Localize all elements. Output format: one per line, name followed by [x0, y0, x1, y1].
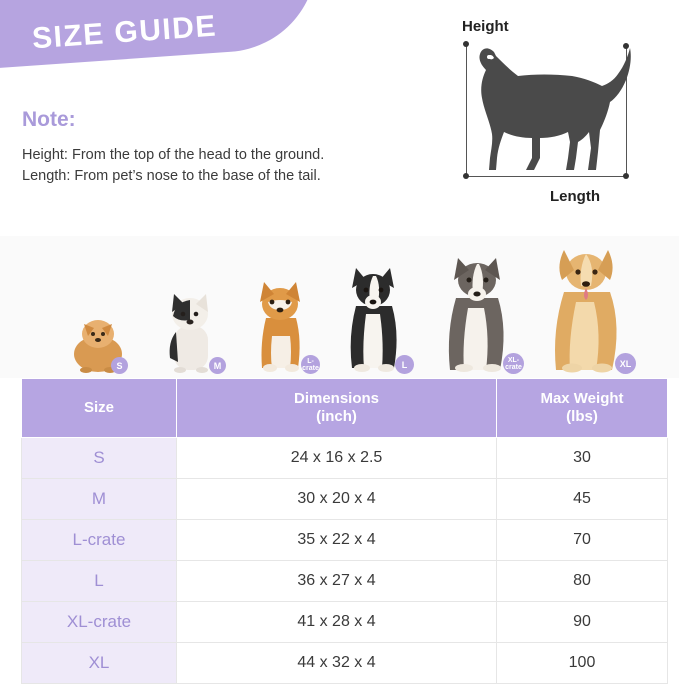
size-badge-m: M — [209, 357, 226, 374]
table-row — [22, 438, 668, 479]
header-dimensions-line1: Dimensions — [293, 390, 380, 407]
row-dimensions: 41 x 28 x 4 — [177, 602, 497, 643]
row-weight: 90 — [497, 602, 668, 643]
note-length-line: Length: From pet’s nose to the base of the tail. — [22, 168, 321, 184]
row-dimensions: 36 x 27 x 4 — [177, 561, 497, 602]
row-size: XL-crate — [22, 602, 177, 643]
size-badge-l: L — [395, 355, 414, 374]
table-row — [22, 479, 668, 520]
dog-photo-french-bulldog — [150, 290, 230, 374]
header-size: Size — [22, 379, 177, 438]
size-badge-l-crate: L-crate — [301, 355, 320, 374]
row-dimensions: 44 x 32 x 4 — [177, 643, 497, 684]
dog-photo-australian-shepherd — [428, 250, 526, 374]
dog-photo-shiba-inu — [238, 274, 322, 374]
row-weight: 30 — [497, 438, 668, 479]
dog-photo-golden-retriever — [534, 240, 638, 374]
header-max-weight — [497, 379, 668, 438]
row-size: M — [22, 479, 177, 520]
dog-size-strip — [0, 236, 679, 378]
table-row — [22, 561, 668, 602]
note-text — [22, 145, 324, 187]
header-weight-line1: Max Weight — [540, 390, 624, 407]
note-height-line: Height: From the top of the head to the ground. — [22, 147, 325, 163]
header-dimensions-line2: (inch) — [316, 408, 357, 425]
size-table — [21, 378, 668, 684]
header-section — [0, 0, 679, 236]
size-badge-s: S — [111, 357, 128, 374]
row-dimensions: 24 x 16 x 2.5 — [177, 438, 497, 479]
table-row — [22, 643, 668, 684]
row-weight: 45 — [497, 479, 668, 520]
size-badge-xl-crate: XL-crate — [503, 353, 524, 374]
size-table-body — [22, 438, 668, 684]
row-dimensions: 30 x 20 x 4 — [177, 479, 497, 520]
page-title: SIZE GUIDE — [31, 9, 218, 56]
length-measure-line — [466, 176, 626, 177]
note-label: Note: — [22, 108, 76, 131]
row-weight: 80 — [497, 561, 668, 602]
measurement-diagram — [440, 18, 650, 218]
header-weight-line2: (lbs) — [566, 408, 598, 425]
row-weight: 70 — [497, 520, 668, 561]
size-table-head — [22, 379, 668, 438]
dog-photo-border-collie — [328, 262, 418, 374]
size-badge-xl: XL — [615, 353, 636, 374]
dog-photo-pomeranian — [62, 310, 134, 374]
length-label: Length — [550, 188, 600, 205]
header-dimensions — [177, 379, 497, 438]
table-row — [22, 520, 668, 561]
row-size: S — [22, 438, 177, 479]
row-dimensions: 35 x 22 x 4 — [177, 520, 497, 561]
row-size: L — [22, 561, 177, 602]
row-size: XL — [22, 643, 177, 684]
row-size: L-crate — [22, 520, 177, 561]
dog-silhouette-icon — [458, 30, 638, 175]
table-header-row — [22, 379, 668, 438]
row-weight: 100 — [497, 643, 668, 684]
table-row — [22, 602, 668, 643]
height-label: Height — [462, 18, 509, 35]
size-table-wrapper — [21, 378, 658, 684]
